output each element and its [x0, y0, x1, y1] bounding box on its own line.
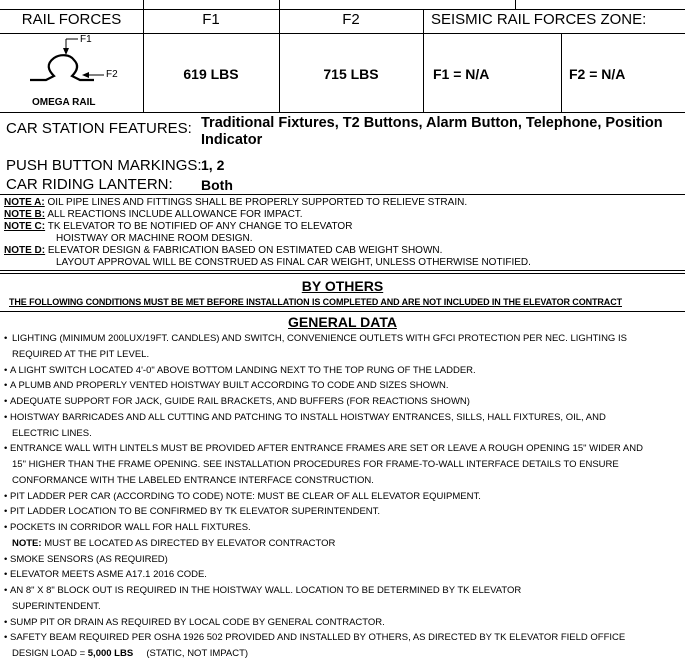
top-divider-1: [143, 0, 144, 9]
notes-border: [0, 270, 685, 271]
note-c: NOTE C: TK ELEVATOR TO BE NOTIFIED OF ANY CHANGE TO ELEVATOR: [4, 221, 353, 232]
note-b: NOTE B: ALL REACTIONS INCLUDE ALLOWANCE FOR IMPACT.: [4, 209, 303, 220]
diagram-f1-label: F1: [80, 34, 92, 45]
lantern-value: Both: [201, 177, 233, 193]
top-divider-3: [515, 0, 516, 9]
general-data-title: GENERAL DATA: [288, 314, 397, 330]
col-divider-3: [423, 9, 424, 112]
car-station-label: CAR STATION FEATURES:: [6, 120, 192, 137]
note-c-cont: HOISTWAY OR MACHINE ROOM DESIGN.: [56, 233, 253, 244]
f2-value: 715 LBS: [323, 66, 379, 82]
diagram-f2-label: F2: [106, 69, 118, 80]
col-divider-4: [561, 33, 562, 112]
omega-rail-diagram: [20, 34, 130, 100]
seismic-f1-value: F1 = N/A: [433, 66, 490, 82]
general-data-list: • LIGHTING (MINIMUM 200LUX/19FT. CANDLES) AND SWITCH, CONVENIENCE OUTLETS WITH GFCI PROTECTION PER NEC. LIGHTING IS REQUIRED AT THE PIT LEVEL. • A LIGHT SWITCH LOCATED 4'-0" ABOVE BOTTOM LANDING NEXT TO THE TOP RUNG OF THE LADDER. • A PLUMB AND PROPERLY VENTED HOISTWAY BUILT ACCORDING TO CODE AND SIZES SHOWN. • ADEQUATE SUPPORT FOR JACK, GUIDE RAIL BRACKETS, AND BUFFERS (FOR REACTIONS SHOWN) • HOISTWAY BARRICADES AND ALL CUTTING AND PATCHING TO INSTALL HOISTWAY ENTRANCES, SILLS, HALL FIXTURES, OIL, AND ELECTRIC LINES. • ENTRANCE WALL WITH LINTELS MUST BE PROVIDED AFTER ENTRANCE FRAMES ARE SET OR LEAVE A ROUGH OPENING 15" WIDER AND 15" HIGHER THAN THE FRAME OPENING. SEE INSTALLATION PROCEDURES FOR FRAME-TO-WALL INTERFACE DETAILS TO ENSURE CONFORMANCE WITH THE LABELED ENTRANCE INTERFACE CONSTRUCTION. • PIT LADDER PER CAR (ACCORDING TO CODE) NOTE: MUST BE CLEAR OF ALL ELEVATOR EQUIPMENT. • PIT LADDER LOCATION TO BE CONFIRMED BY TK ELEVATOR SUPERINTENDENT. • POCKETS IN CORRIDOR WALL FOR HALL FIXTURES. NOTE: MUST BE LOCATED AS DIRECTED BY ELEVATOR CONTRACTOR • SMOKE SENSORS (AS REQUIRED) • ELEVATOR MEETS ASME A17.1 2016 CODE. • AN 8" X 8" BLOCK OUT IS REQUIRED IN THE HOISTWAY WALL. LOCATION TO BE DETERMINED BY TK ELEVATOR SUPERINTENDENT. • SUMP PIT OR DRAIN AS REQUIRED BY LOCAL CODE BY GENERAL CONTRACTOR. • SAFETY BEAM REQUIRED PER OSHA 1926 502 PROVIDED AND INSTALLED BY OTHERS, AS DIRECTED BY TK ELEVATOR FIELD OFFICE DESIGN LOAD = 5,000 LBS (STATIC, NOT IMPACT): [4, 333, 643, 659]
note-d: NOTE D: ELEVATOR DESIGN & FABRICATION BASED ON ESTIMATED CAB WEIGHT SHOWN.: [4, 245, 443, 256]
by-others-border: [0, 311, 685, 312]
table-top-border: [0, 9, 685, 10]
car-station-value-line1: Traditional Fixtures, T2 Buttons, Alarm Button, Telephone, Position: [201, 115, 663, 131]
car-station-value-line2: Indicator: [201, 132, 263, 148]
seismic-f2-value: F2 = N/A: [569, 66, 626, 82]
lantern-label: CAR RIDING LANTERN:: [6, 176, 173, 193]
omega-rail-label: OMEGA RAIL: [32, 97, 96, 108]
by-others-title: BY OTHERS: [301, 278, 384, 294]
force-row-border: [0, 112, 685, 113]
push-button-value: 1, 2: [201, 157, 225, 173]
push-button-label: PUSH BUTTON MARKINGS:: [6, 157, 202, 174]
note-d-cont: LAYOUT APPROVAL WILL BE CONSTRUED AS FINAL CAR WEIGHT, UNLESS OTHERWISE NOTIFIED.: [56, 257, 531, 268]
f1-value: 619 LBS: [183, 66, 239, 82]
top-divider-2: [279, 0, 280, 9]
note-a: NOTE A: OIL PIPE LINES AND FITTINGS SHALL BE PROPERLY SUPPORTED TO RELIEVE STRAIN.: [4, 197, 468, 208]
rail-forces-header: RAIL FORCES: [21, 11, 122, 28]
notes-border-2: [0, 273, 685, 274]
features-border: [0, 194, 685, 195]
by-others-subtitle: THE FOLLOWING CONDITIONS MUST BE MET BEFORE INSTALLATION IS COMPLETED AND ARE NOT INCLUDED IN THE ELEVATOR CONTRACT: [9, 297, 622, 307]
f2-header: F2: [342, 11, 360, 28]
seismic-header: SEISMIC RAIL FORCES ZONE:: [431, 11, 647, 28]
f1-header: F1: [202, 11, 220, 28]
